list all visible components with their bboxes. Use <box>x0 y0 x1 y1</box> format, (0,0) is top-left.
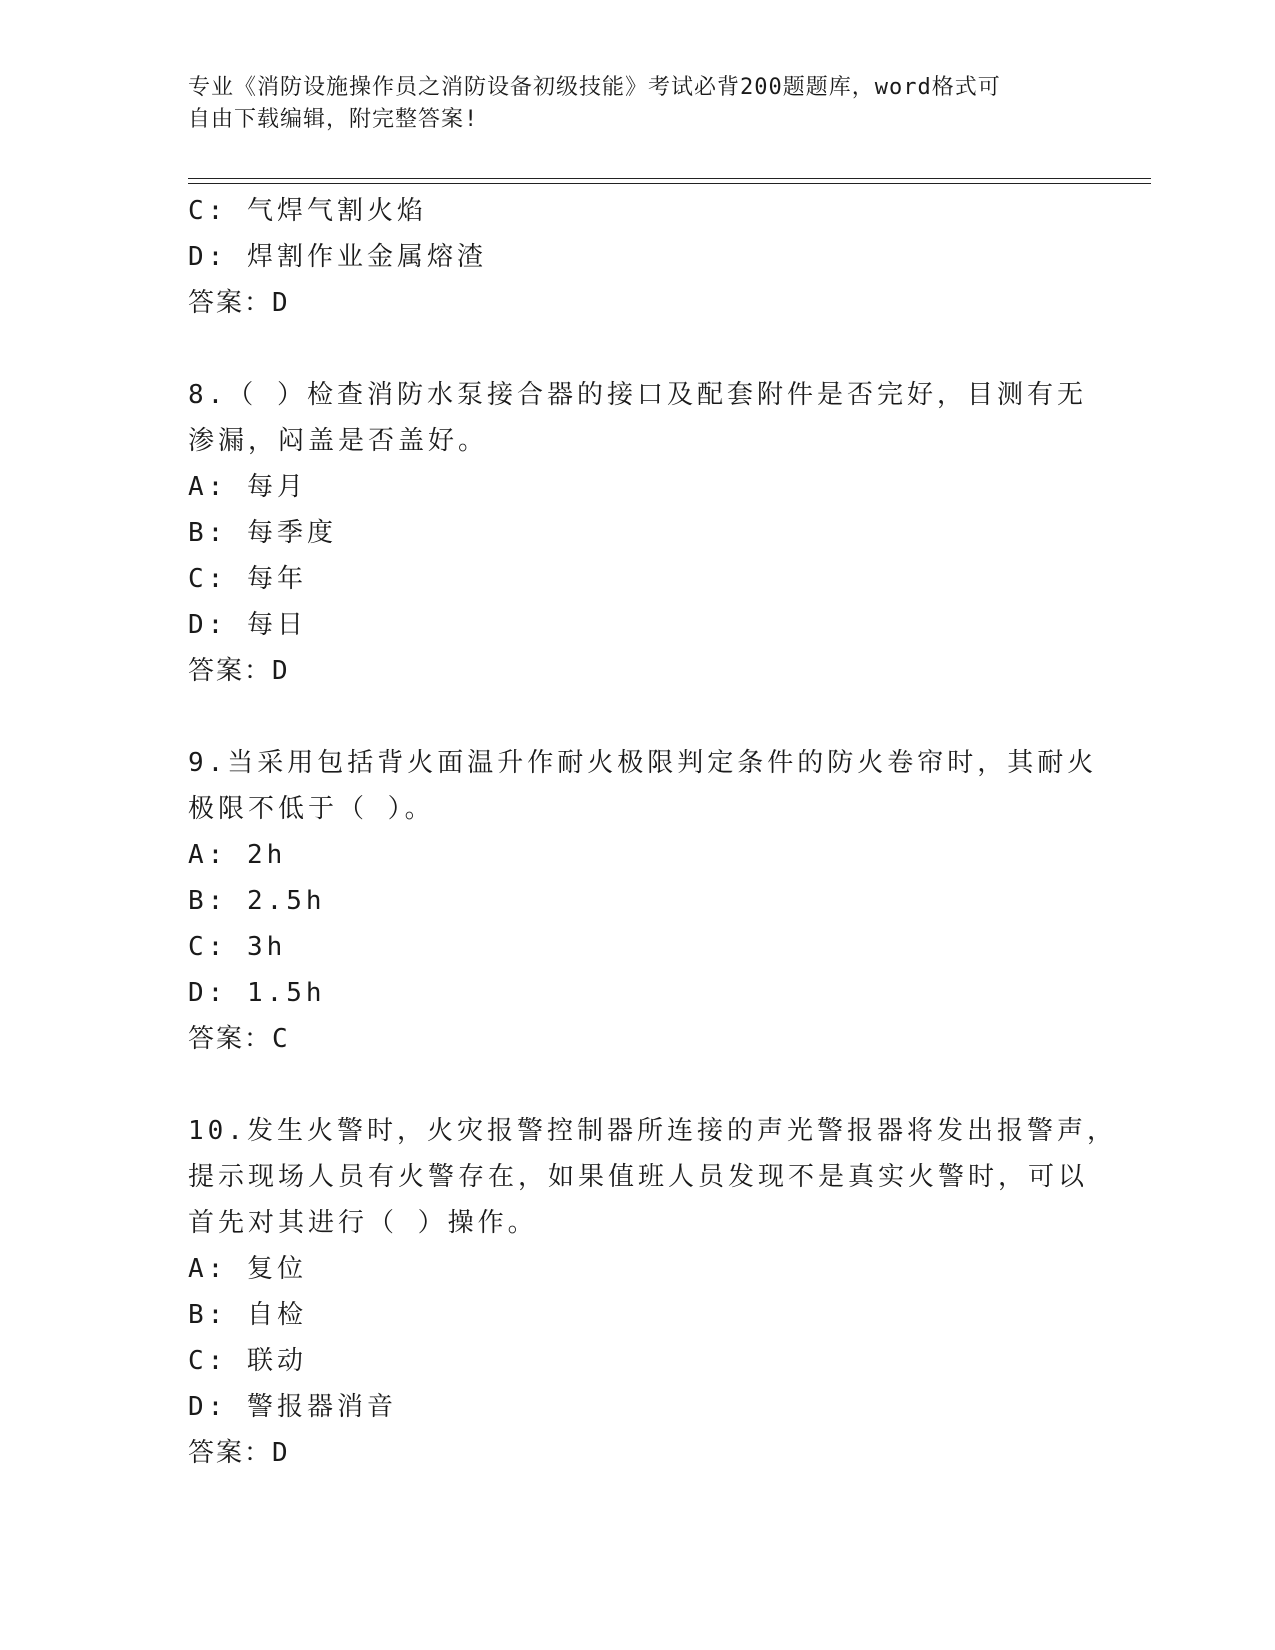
option-c: C: 气焊气割火焰 <box>188 196 427 226</box>
option-b: B: 每季度 <box>188 518 337 548</box>
question-stem-line: 8.（ ）检查消防水泵接合器的接口及配套附件是否完好，目测有无 <box>188 380 1087 410</box>
answer-line: 答案：D <box>188 1438 290 1468</box>
prev-question-tail <box>188 188 1068 326</box>
option-b: B: 2.5h <box>188 886 326 916</box>
option-d: D: 每日 <box>188 610 307 640</box>
answer-line: 答案：D <box>188 288 290 318</box>
header-title-line-2: 自由下载编辑，附完整答案! <box>188 107 479 132</box>
header-title-line-1: 专业《消防设施操作员之消防设备初级技能》考试必背200题题库，word格式可 <box>188 75 1001 100</box>
answer-line: 答案：D <box>188 656 290 686</box>
question-10 <box>188 1108 1117 1476</box>
option-b: B: 自检 <box>188 1300 307 1330</box>
question-8 <box>188 372 1087 694</box>
question-stem-line: 渗漏，闷盖是否盖好。 <box>188 426 489 456</box>
option-c: C: 每年 <box>188 564 307 594</box>
option-d: D: 焊割作业金属熔渣 <box>188 242 487 272</box>
question-stem-line: 9.当采用包括背火面温升作耐火极限判定条件的防火卷帘时，其耐火 <box>188 748 1098 778</box>
answer-line: 答案：C <box>188 1024 290 1054</box>
option-a: A: 2h <box>188 840 287 870</box>
option-d: D: 1.5h <box>188 978 326 1008</box>
document-header <box>188 72 1088 136</box>
option-c: C: 3h <box>188 932 287 962</box>
question-9 <box>188 740 1098 1062</box>
question-stem-line: 提示现场人员有火警存在，如果值班人员发现不是真实火警时，可以 <box>188 1162 1089 1192</box>
question-stem-line: 10.发生火警时，火灾报警控制器所连接的声光警报器将发出报警声， <box>188 1116 1117 1146</box>
header-rule-bottom <box>188 183 1151 184</box>
header-rule-top <box>188 178 1151 179</box>
option-a: A: 复位 <box>188 1254 307 1284</box>
question-list <box>188 188 1117 1476</box>
question-stem-line: 首先对其进行（ ）操作。 <box>188 1208 538 1238</box>
option-c: C: 联动 <box>188 1346 307 1376</box>
option-d: D: 警报器消音 <box>188 1392 397 1422</box>
option-a: A: 每月 <box>188 472 307 502</box>
question-stem-line: 极限不低于（ ）。 <box>188 794 435 824</box>
